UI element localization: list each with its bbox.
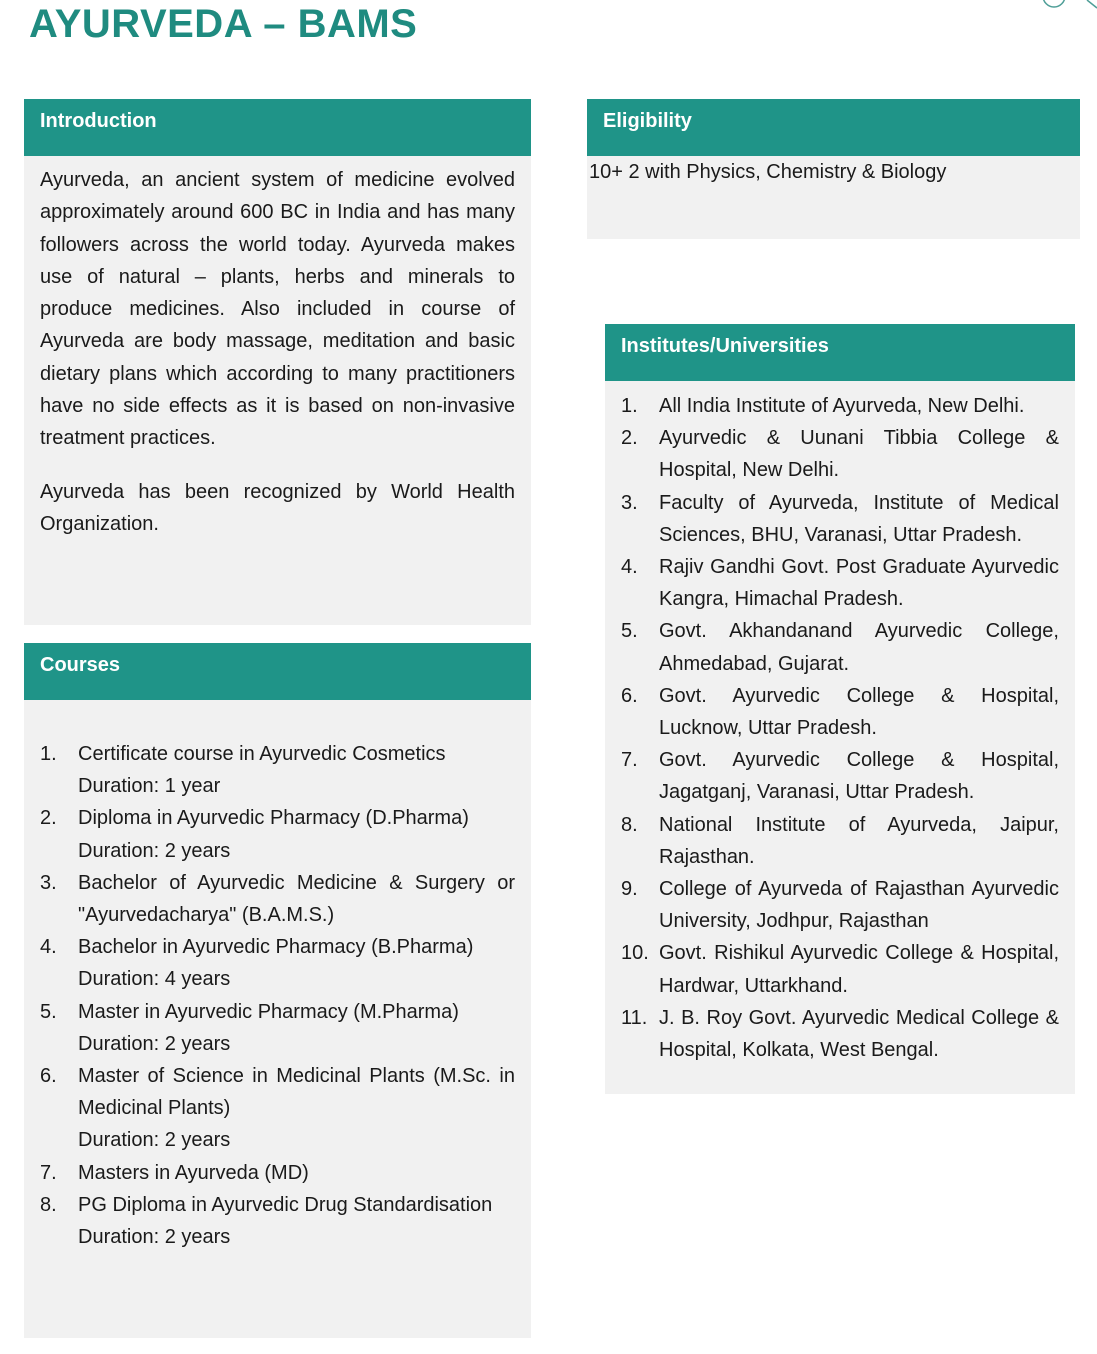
institute-name: Govt. Rishikul Ayurvedic College & Hospital, Hardwar, Uttarkhand. xyxy=(659,942,1059,997)
page-title: AYURVEDA – BAMS xyxy=(29,2,418,46)
institute-item xyxy=(621,487,1059,551)
institute-item xyxy=(621,680,1059,744)
eligibility-text: 10+ 2 with Physics, Chemistry & Biology xyxy=(589,161,947,183)
institute-item xyxy=(621,809,1059,873)
course-item xyxy=(40,1060,515,1157)
course-duration: Duration: 2 years xyxy=(78,839,231,862)
institutes-panel xyxy=(605,324,1075,1094)
corner-decoration-icon xyxy=(1027,0,1097,14)
introduction-heading: Introduction xyxy=(24,99,531,156)
course-number: 4. xyxy=(40,936,57,959)
courses-list xyxy=(24,700,531,1253)
courses-heading: Courses xyxy=(24,643,531,700)
institute-name: College of Ayurveda of Rajasthan Ayurvedic University, Jodhpur, Rajasthan xyxy=(659,878,1059,933)
institute-name: Ayurvedic & Uunani Tibbia College & Hospital, New Delhi. xyxy=(659,427,1059,482)
institute-number: 1. xyxy=(621,395,638,417)
course-duration: Duration: 1 year xyxy=(78,775,221,798)
course-name: Master of Science in Medicinal Plants (M.Sc. in Medicinal Plants) xyxy=(78,1065,515,1120)
course-name: PG Diploma in Ayurvedic Drug Standardisation xyxy=(78,1193,493,1216)
course-name: Masters in Ayurveda (MD) xyxy=(78,1161,309,1184)
introduction-paragraph: Ayurveda has been recognized by World Health Organization. xyxy=(40,480,515,535)
institute-item xyxy=(621,615,1059,679)
introduction-body xyxy=(24,156,531,540)
institute-item xyxy=(621,873,1059,937)
institute-item xyxy=(621,422,1059,486)
institute-name: National Institute of Ayurveda, Jaipur, Rajasthan. xyxy=(659,813,1059,868)
course-name: Bachelor of Ayurvedic Medicine & Surgery or "Ayurvedacharya" (B.A.M.S.) xyxy=(78,871,515,927)
institute-number: 11. xyxy=(621,1006,648,1029)
introduction-paragraph: Ayurveda, an ancient system of medicine evolved approximately around 600 BC in India and has many followers across the world today. Ayurveda makes use of natural – plants, herbs and minerals to produce medicines. Also included in course of Ayurveda are body massage, meditation and basic dietary plans which according to many practitioners have no side effects as it is based on non-invasive treatment practices. xyxy=(40,169,515,450)
institute-name: Rajiv Gandhi Govt. Post Graduate Ayurvedic Kangra, Himachal Pradesh. xyxy=(659,556,1059,611)
course-duration: Duration: 2 years xyxy=(78,1032,231,1055)
course-item xyxy=(40,1189,515,1253)
institute-name: Govt. Ayurvedic College & Hospital, Lucknow, Uttar Pradesh. xyxy=(659,684,1059,740)
introduction-panel xyxy=(24,99,531,625)
course-number: 5. xyxy=(40,1000,57,1023)
course-number: 8. xyxy=(40,1193,57,1216)
institute-number: 9. xyxy=(621,878,638,901)
course-item xyxy=(40,1157,515,1189)
institute-number: 4. xyxy=(621,556,638,579)
course-name: Certificate course in Ayurvedic Cosmetics xyxy=(78,743,446,765)
course-item xyxy=(40,996,515,1060)
institute-item xyxy=(621,744,1059,808)
institute-name: Govt. Ayurvedic College & Hospital, Jagatganj, Varanasi, Uttar Pradesh. xyxy=(659,749,1059,804)
institute-name: Govt. Akhandanand Ayurvedic College, Ahmedabad, Gujarat. xyxy=(659,620,1059,675)
course-duration: Duration: 2 years xyxy=(78,1129,231,1152)
eligibility-panel xyxy=(587,99,1080,239)
institute-item xyxy=(621,390,1059,422)
course-item xyxy=(40,867,515,931)
institutes-heading: Institutes/Universities xyxy=(605,324,1075,381)
course-number: 3. xyxy=(40,871,57,894)
institute-number: 6. xyxy=(621,684,638,707)
institute-name: Faculty of Ayurveda, Institute of Medical Sciences, BHU, Varanasi, Uttar Pradesh. xyxy=(659,491,1059,546)
institute-item xyxy=(621,1002,1059,1066)
course-duration: Duration: 4 years xyxy=(78,968,231,991)
course-number: 7. xyxy=(40,1161,57,1184)
course-name: Master in Ayurvedic Pharmacy (M.Pharma) xyxy=(78,1000,459,1023)
institute-name: All India Institute of Ayurveda, New Delhi. xyxy=(659,395,1025,417)
institute-item xyxy=(621,937,1059,1001)
course-item xyxy=(40,738,515,802)
institute-number: 10. xyxy=(621,942,649,965)
course-duration: Duration: 2 years xyxy=(78,1226,231,1249)
course-number: 1. xyxy=(40,743,57,765)
course-number: 6. xyxy=(40,1065,57,1088)
institute-number: 8. xyxy=(621,813,638,836)
course-name: Diploma in Ayurvedic Pharmacy (D.Pharma) xyxy=(78,807,469,830)
eligibility-heading: Eligibility xyxy=(587,99,1080,156)
courses-panel xyxy=(24,643,531,1338)
institute-number: 5. xyxy=(621,620,638,643)
institute-item xyxy=(621,551,1059,615)
institute-number: 3. xyxy=(621,491,638,514)
course-item xyxy=(40,802,515,866)
institute-number: 7. xyxy=(621,749,638,772)
course-item xyxy=(40,931,515,995)
institute-name: J. B. Roy Govt. Ayurvedic Medical College & Hospital, Kolkata, West Bengal. xyxy=(659,1006,1059,1062)
institute-number: 2. xyxy=(621,427,638,450)
course-number: 2. xyxy=(40,807,57,830)
course-name: Bachelor in Ayurvedic Pharmacy (B.Pharma) xyxy=(78,936,474,959)
institutes-list xyxy=(605,381,1075,1066)
